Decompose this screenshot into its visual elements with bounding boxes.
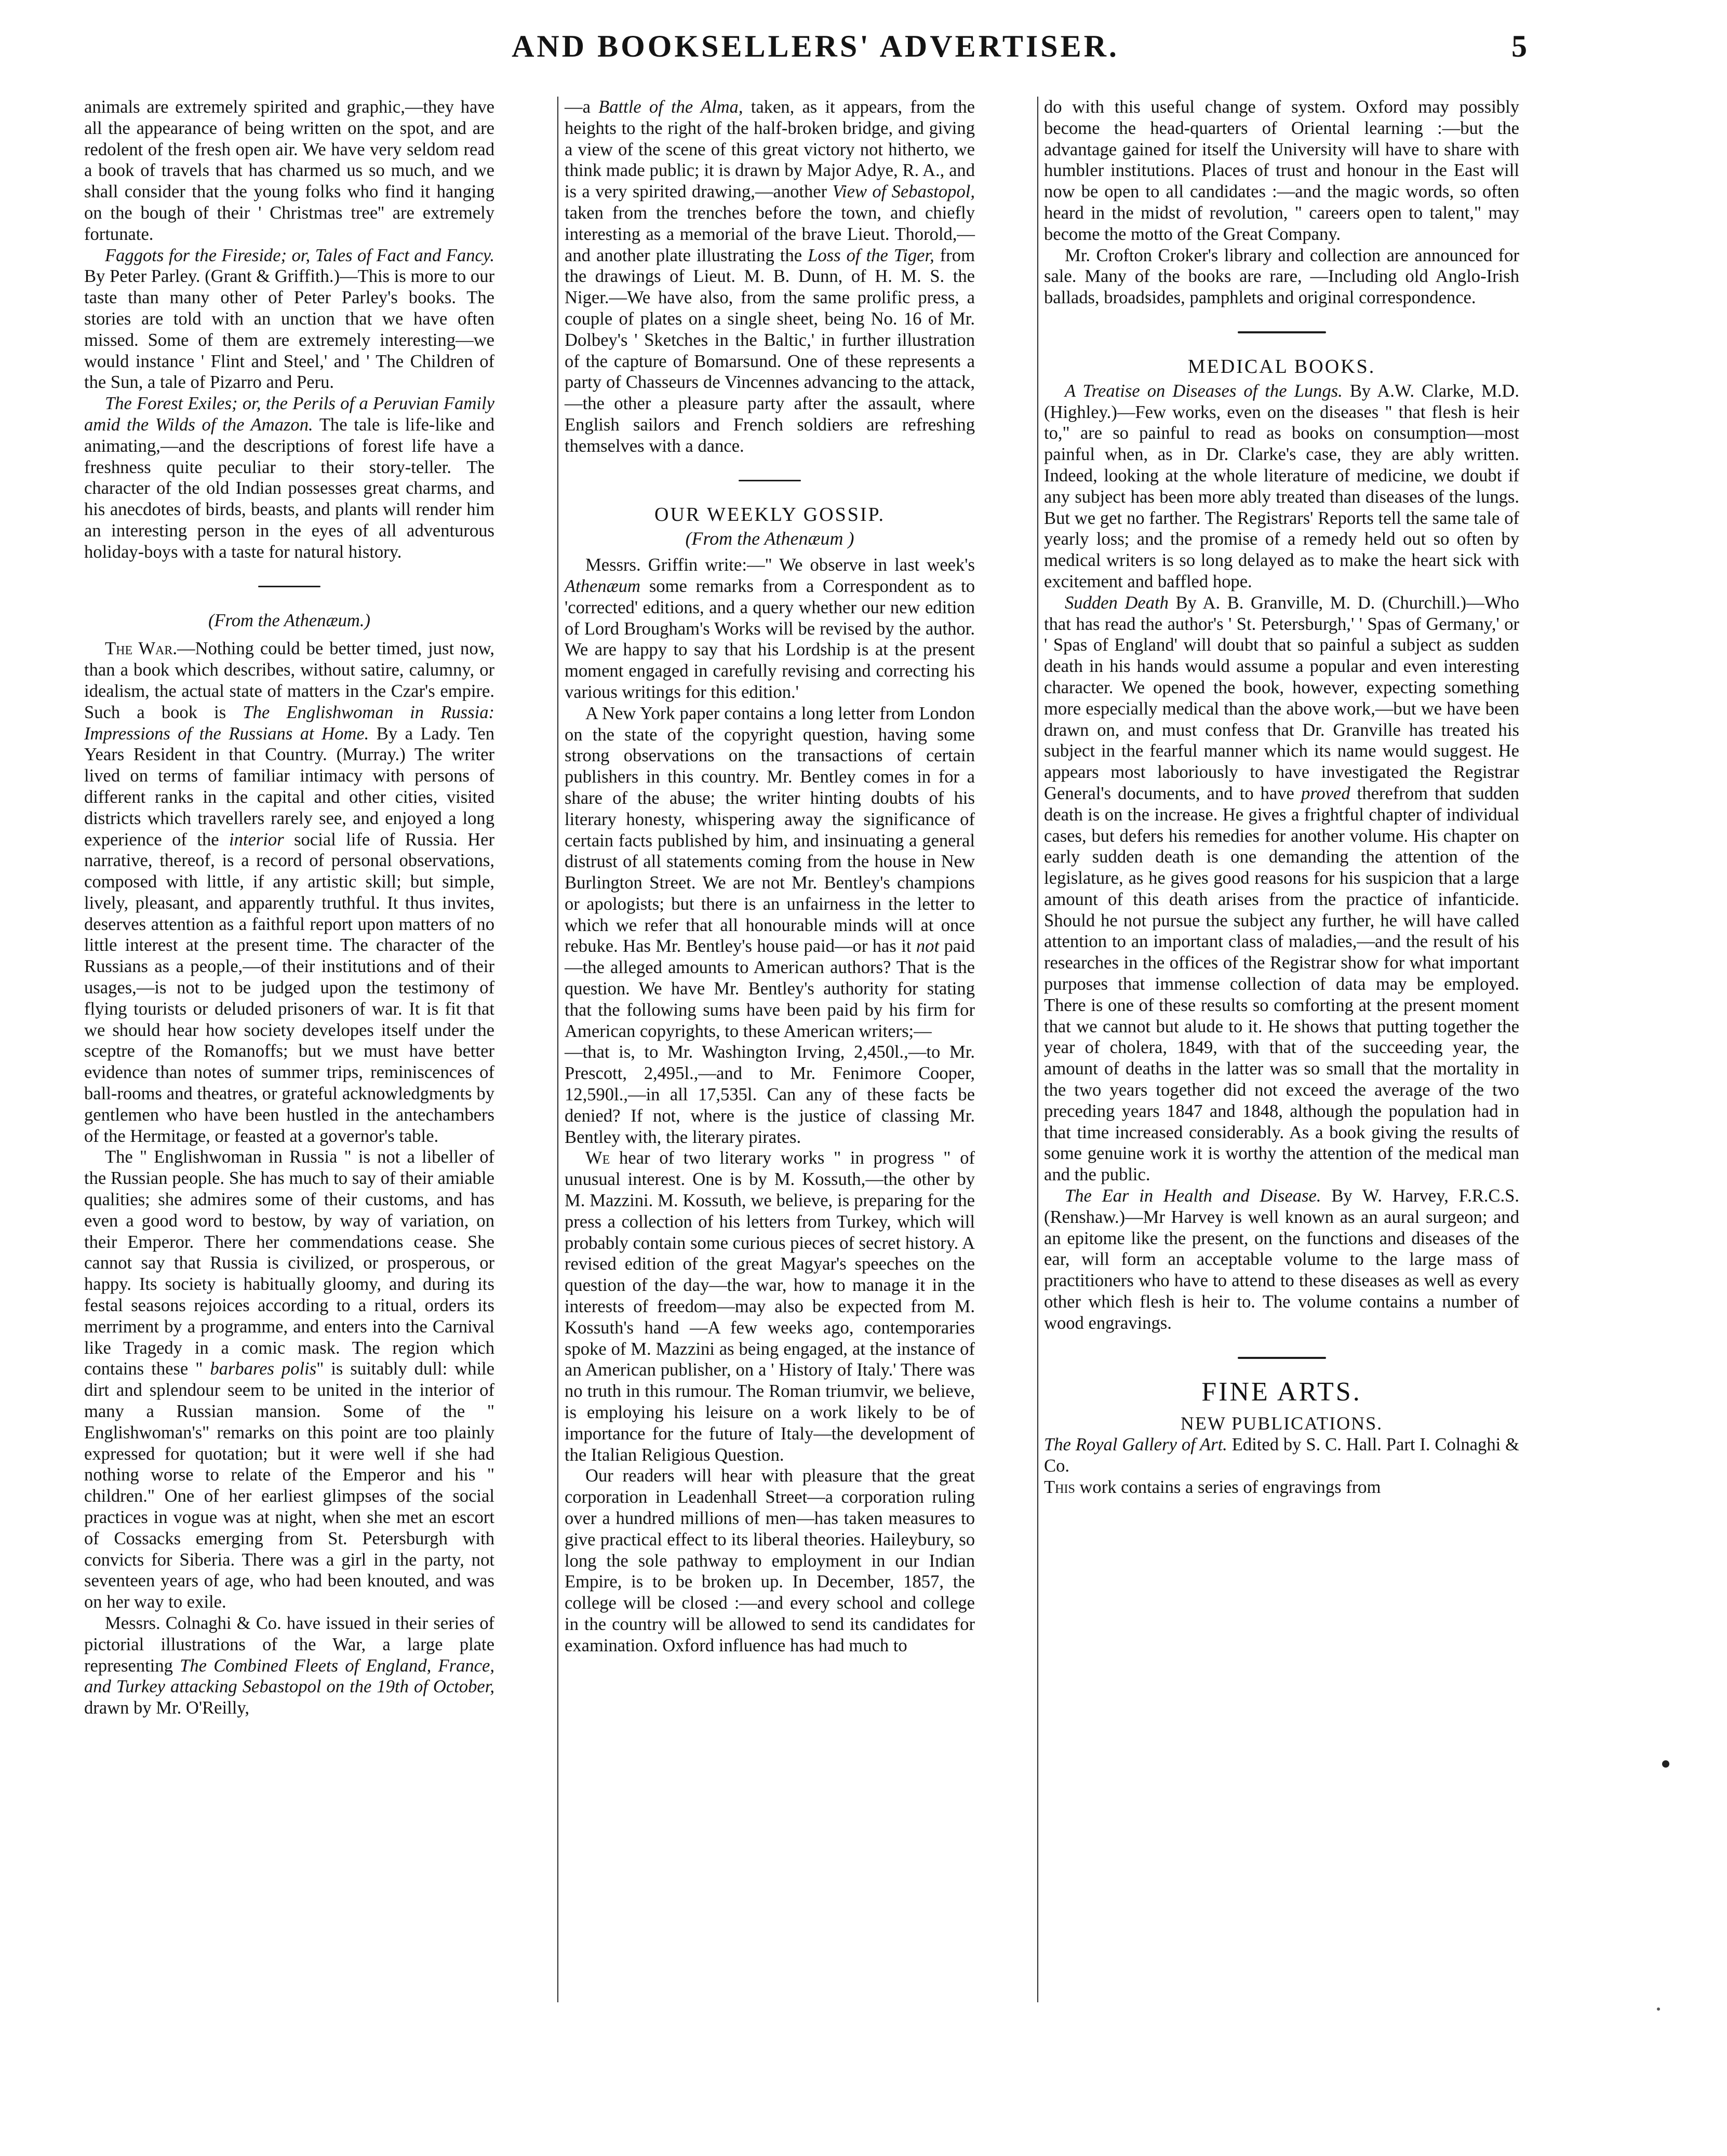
column-rule [1037, 97, 1038, 2002]
review-ear: The Ear in Health and Disease. By W. Harvey, F.R.C.S. (Renshaw.)—Mr Harvey is well known as an aural surgeon; and an epitome like the present, on the functions and diseases of the ear, will form an acceptable volume to the large mass of practitioners who have to attend to these diseases as well as every other which flesh is heir to. The volume contains a number of wood engravings. [1044, 1186, 1520, 1333]
page-header [109, 29, 1527, 65]
subheading-new-publications: NEW PUBLICATIONS. [1180, 1413, 1383, 1434]
book-title: A Treatise on Diseases of the Lungs. [1065, 381, 1343, 401]
review-royal-gallery: The Royal Gallery of Art. Edited by S. C. Hall. Part I. Colnaghi & Co. [1044, 1435, 1520, 1476]
section-heading-gossip: OUR WEEKLY GOSSIP. [654, 503, 885, 525]
review-lungs: A Treatise on Diseases of the Lungs. By A.W. Clarke, M.D. (Highley.)—Few works, even on the diseases " that flesh is heir to," are so painful to read as books on consumption—most painful when, as in Dr. Clarke's case, they are ably written. Indeed, looking at the whole literature of medicine, we doubt if any subject has been more ably treated than diseases of the lungs. But we get no farther. The Registrars' Reports tell the same tale of yearly loss; and the promise of a remedy held out so often by medical writers is so long delayed as to make the heart sick with excitement and baffled hope. [1044, 381, 1519, 591]
column-rule [557, 97, 558, 2002]
section-divider [1238, 331, 1326, 333]
column-middle [565, 97, 975, 1656]
review-sudden-death: Sudden Death By A. B. Granville, M. D. (Churchill.)—Who that has read the author's ' St. Petersburgh,' ' Spas of Germany,' or ' Spas of England' will doubt that so painful a subject as sudden death in his hands would assume a popular and even interesting character. We opened the book, however, expecting something more especially medical than the above work,—but we have been drawn on, and must confess that Dr. Granville has treated his subject in the fearful manner which its name would suggest. He appears most laboriously to have investigated the Registrar General's documents, and to have proved therefrom that sudden death is on the increase. He gives a frightful chapter of individual cases, but defers his remedies for another volume. His chapter on early sudden death is one demanding the attention of the legislature, as he gives good reasons for his suspicion that a large amount of this death arises from the practice of infanticide. Should he not pursue the subject any further, he will have called attention to an important class of maladies,—and the result of his researches in the offices of the Registrar show for what important purposes that immense collection of data may be employed. There is one of these results so comforting at the present moment that we cannot but alude to it. He shows that putting together the year of cholera, 1849, with that of the succeeding year, the amount of deaths in the latter was so small that the mortality in the two years together did not exceed the average of the two preceding years 1847 and 1848, although the population had in that time increased considerably. As a book giving the results of some genuine work it is worthy the attention of the medical man and the public. [1044, 592, 1519, 1185]
ink-spot [1662, 1760, 1669, 1768]
paragraph: Our readers will hear with pleasure that the great corporation in Leadenhall Street—a corporation ruling over a hundred millions of men—has taken measures to give practical effect to its liberal theories. Haileybury, so long the sole pathway to employment in our Indian Empire, is to be broken up. In December, 1857, the college will be closed :—and every school and college in the country will be allowed to send its candidates for examination. Oxford influence has had much to [565, 1466, 975, 1655]
book-title: The Royal Gallery of Art. [1044, 1435, 1227, 1455]
section-divider [1238, 1357, 1326, 1359]
book-title: Sudden Death [1065, 592, 1169, 613]
paragraph: —that is, to Mr. Washington Irving, 2,450l.,—to Mr. Prescott, 2,495l.,—and to Mr. Fenimore Cooper, 12,590l.,—in all 17,535l. Can any of these facts be denied? If not, where is the justice of classing Mr. Bentley with, the literary pirates. [565, 1042, 975, 1147]
ink-spot [1657, 2007, 1660, 2011]
column-right [1044, 97, 1519, 1498]
column-left [84, 97, 494, 1719]
section-divider [739, 480, 801, 481]
paragraph: —a Battle of the Alma, taken, as it appears, from the heights to the right of the half-broken bridge, and giving a view of the scene of this great victory not hitherto, we think made public; it is drawn by Major Adye, R. A., and is a very spirited drawing,—another View of Sebastopol, taken from the trenches before the town, and chiefly interesting as a memorial of the brave Lieut. Thorold,—and another plate illustrating the Loss of the Tiger, from the drawings of Lieut. M. B. Dunn, of H. M. S. the Niger.—We have also, from the same prolific press, a couple of plates on a single sheet, being No. 16 of Mr. Dolbey's ' Sketches in the Baltic,' in further illustration of the capture of Bomarsund. One of these represents a party of Chasseurs de Vincennes advancing to the attack,—the other a pleasure party after the assault, where English sailors and French soldiers are refreshing themselves with a dance. [565, 97, 975, 456]
page-number: 5 [1511, 29, 1527, 63]
paragraph: Messrs. Griffin write:—" We observe in last week's Athenæum some remarks from a Correspondent as to 'corrected' editions, and a query whether our new edition of Lord Brougham's Works will be revised by the author. We are happy to say that his Lordship is at the present moment engaged in carefully revising and correcting his various writings for this edition.' [565, 555, 975, 702]
book-title: The Ear in Health and Disease. [1065, 1186, 1321, 1206]
book-title: The Forest Exiles; or, the Perils of a Peruvian Family amid the Wilds of the Amazon. [84, 394, 494, 435]
paragraph: Mr. Crofton Croker's library and collection are announced for sale. Many of the books are rare, —Including old Anglo-Irish ballads, broadsides, pamphlets and original correspondence. [1044, 245, 1519, 308]
review-englishwoman: The War.—Nothing could be better timed, just now, than a book which describes, without satire, calumny, or idealism, the actual state of matters in the Czar's empire. Such a book is The Englishwoman in Russia: Impressions of the Russians at Home. By a Lady. Ten Years Resident in that Country. (Murray.) The writer lived on terms of familiar intimacy with persons of different ranks in the capital and other cities, visited districts which travellers rarely see, and enjoyed a long experience of the interior social life of Russia. Her narrative, thereof, is a record of personal observations, composed with little, if any artistic skill; but simple, lively, pleasant, and apparently truthful. It thus invites, deserves attention as a faithful report upon matters of no little interest at the present time. The character of the Russians as a people,—of their institutions and of their usages,—is not to be judged upon the testimony of flying tourists or deluded prisoners of war. It is fit that we should hear how society developes itself under the sceptre of the Romanoffs; but we must have better evidence than notes of summer trips, reminiscences of ball-rooms and theatres, or grateful acknowledgments by gentlemen who have been hustled in the antechambers of the Hermitage, or feasted at a governor's table. [84, 639, 494, 1146]
section-heading-medical: MEDICAL BOOKS. [1187, 355, 1376, 378]
section-divider [258, 586, 320, 587]
review-forest-exiles: The Forest Exiles; or, the Perils of a Peruvian Family amid the Wilds of the Amazon. The tale is life-like and animating,—and the descriptions of forest life have a freshness quite peculiar to their story-teller. The character of the old Indian possesses great charms, and his anecdotes of birds, beasts, and plants will render him an interesting person in the eyes of all adventurous holiday-boys with a taste for natural history. [84, 394, 494, 562]
book-title: The Englishwoman in Russia: Impressions of the Russians at Home. [84, 702, 494, 744]
paragraph: This work contains a series of engravings from [1044, 1477, 1381, 1497]
review-faggots: Faggots for the Fireside; or, Tales of Fact and Fancy. By Peter Parley. (Grant & Griffith.)—This is more to our taste than many other of Peter Parley's books. The stories are told with an unction that we have often missed. Some of them are extremely interesting—we would instance ' Flint and Steel,' and ' The Children of the Sun, a tale of Pizarro and Peru. [84, 245, 494, 393]
section-heading-fine-arts: FINE ARTS. [1201, 1377, 1362, 1407]
source-note: (From the Athenæum ) [685, 528, 854, 549]
paragraph: A New York paper contains a long letter from London on the state of the copyright question, having some strong observations on the transactions of certain publishers in this country. Mr. Bentley comes in for a share of the abuse; the writer hinting doubts of his literary honesty, whispering away the significance of certain facts published by him, and insinuating a general distrust of all statements coming from the house in New Burlington Street. We are not Mr. Bentley's champions or apologists; but there is an unfairness in the letter to which we refer that all honourable minds will at once rebuke. Has Mr. Bentley's house paid—or has it not paid—the alleged amounts to American authors? That is the question. We have Mr. Bentley's authority for stating that the following sums have been paid by his firm for American copyrights, to these American writers;— [565, 703, 975, 1041]
running-head: AND BOOKSELLERS' ADVERTISER. [512, 29, 1119, 63]
paragraph: do with this useful change of system. Oxford may possibly become the head-quarters of Oriental learning :—but the advantage gained for itself the University will have to share with humbler institutions. Places of trust and honour in the East will now be open to all candidates :—and the magic words, so often heard in the midst of revolution, " careers open to talent," may become the motto of the Great Company. [1044, 97, 1519, 244]
plate-title: The Combined Fleets of England, France, and Turkey attacking Sebastopol on the 19th of October, [84, 1655, 495, 1697]
paragraph: Messrs. Colnaghi & Co. have issued in their series of pictorial illustrations of the War, a large plate representing The Combined Fleets of England, France, and Turkey attacking Sebastopol on the 19th of October, drawn by Mr. O'Reilly, [84, 1613, 495, 1718]
paragraph: We hear of two literary works " in progress " of unusual interest. One is by M. Kossuth,—the other by M. Mazzini. M. Kossuth, we believe, is preparing for the press a collection of his letters from Turkey, which will probably contain some curious pieces of secret history. A revised edition of the great Magyar's speeches on the question of the day—the war, how to manage it in the interests of freedom—may also be expected from M. Kossuth's hand —A few weeks ago, contemporaries spoke of M. Mazzini as being engaged, at the instance of an American publisher, on a ' History of Italy.' There was no truth in this rumour. The Roman triumvir, we believe, is employing his leisure on a work likely to be of importance for the future of Italy—the development of the Italian Religious Question. [565, 1148, 975, 1465]
paragraph: animals are extremely spirited and graphic,—they have all the appearance of being written on the spot, and are redolent of the fresh open air. We have very seldom read a book of travels that has charmed us so much, and we shall consider that the young folks who find it hanging on the bough of their ' Christmas tree'' are extremely fortunate. [84, 97, 494, 244]
source-note: (From the Athenæum.) [208, 610, 371, 630]
paragraph: The " Englishwoman in Russia " is not a libeller of the Russian people. She has much to say of their amiable qualities; she admires some of their customs, and has even a good word to bestow, by way of variation, on their Emperor. There her commendations cease. She cannot say that Russia is civilized, or prosperous, or happy. Its society is habitually gloomy, and during its festal seasons rejoices according to a ritual, orders its merriment by a programme, and enters into the Carnival like Tragedy in a comic mask. The region which contains these " barbares polis" is suitably dull: while dirt and splendour seem to be united in the interior of many a Russian mansion. Some of the " Englishwoman's" remarks on this point are too plainly expressed for quotation; but it were well if she had nothing worse to relate of the Emperor and his " children." One of her earliest glimpses of the social practices in vogue was at night, when she met an escort of Cossacks emerging from St. Petersburgh with convicts for Siberia. There was a girl in the party, not seventeen years of age, who had been knouted, and was on her way to exile. [84, 1147, 495, 1612]
book-title: Faggots for the Fireside; or, Tales of Fact and Fancy. [105, 245, 494, 265]
